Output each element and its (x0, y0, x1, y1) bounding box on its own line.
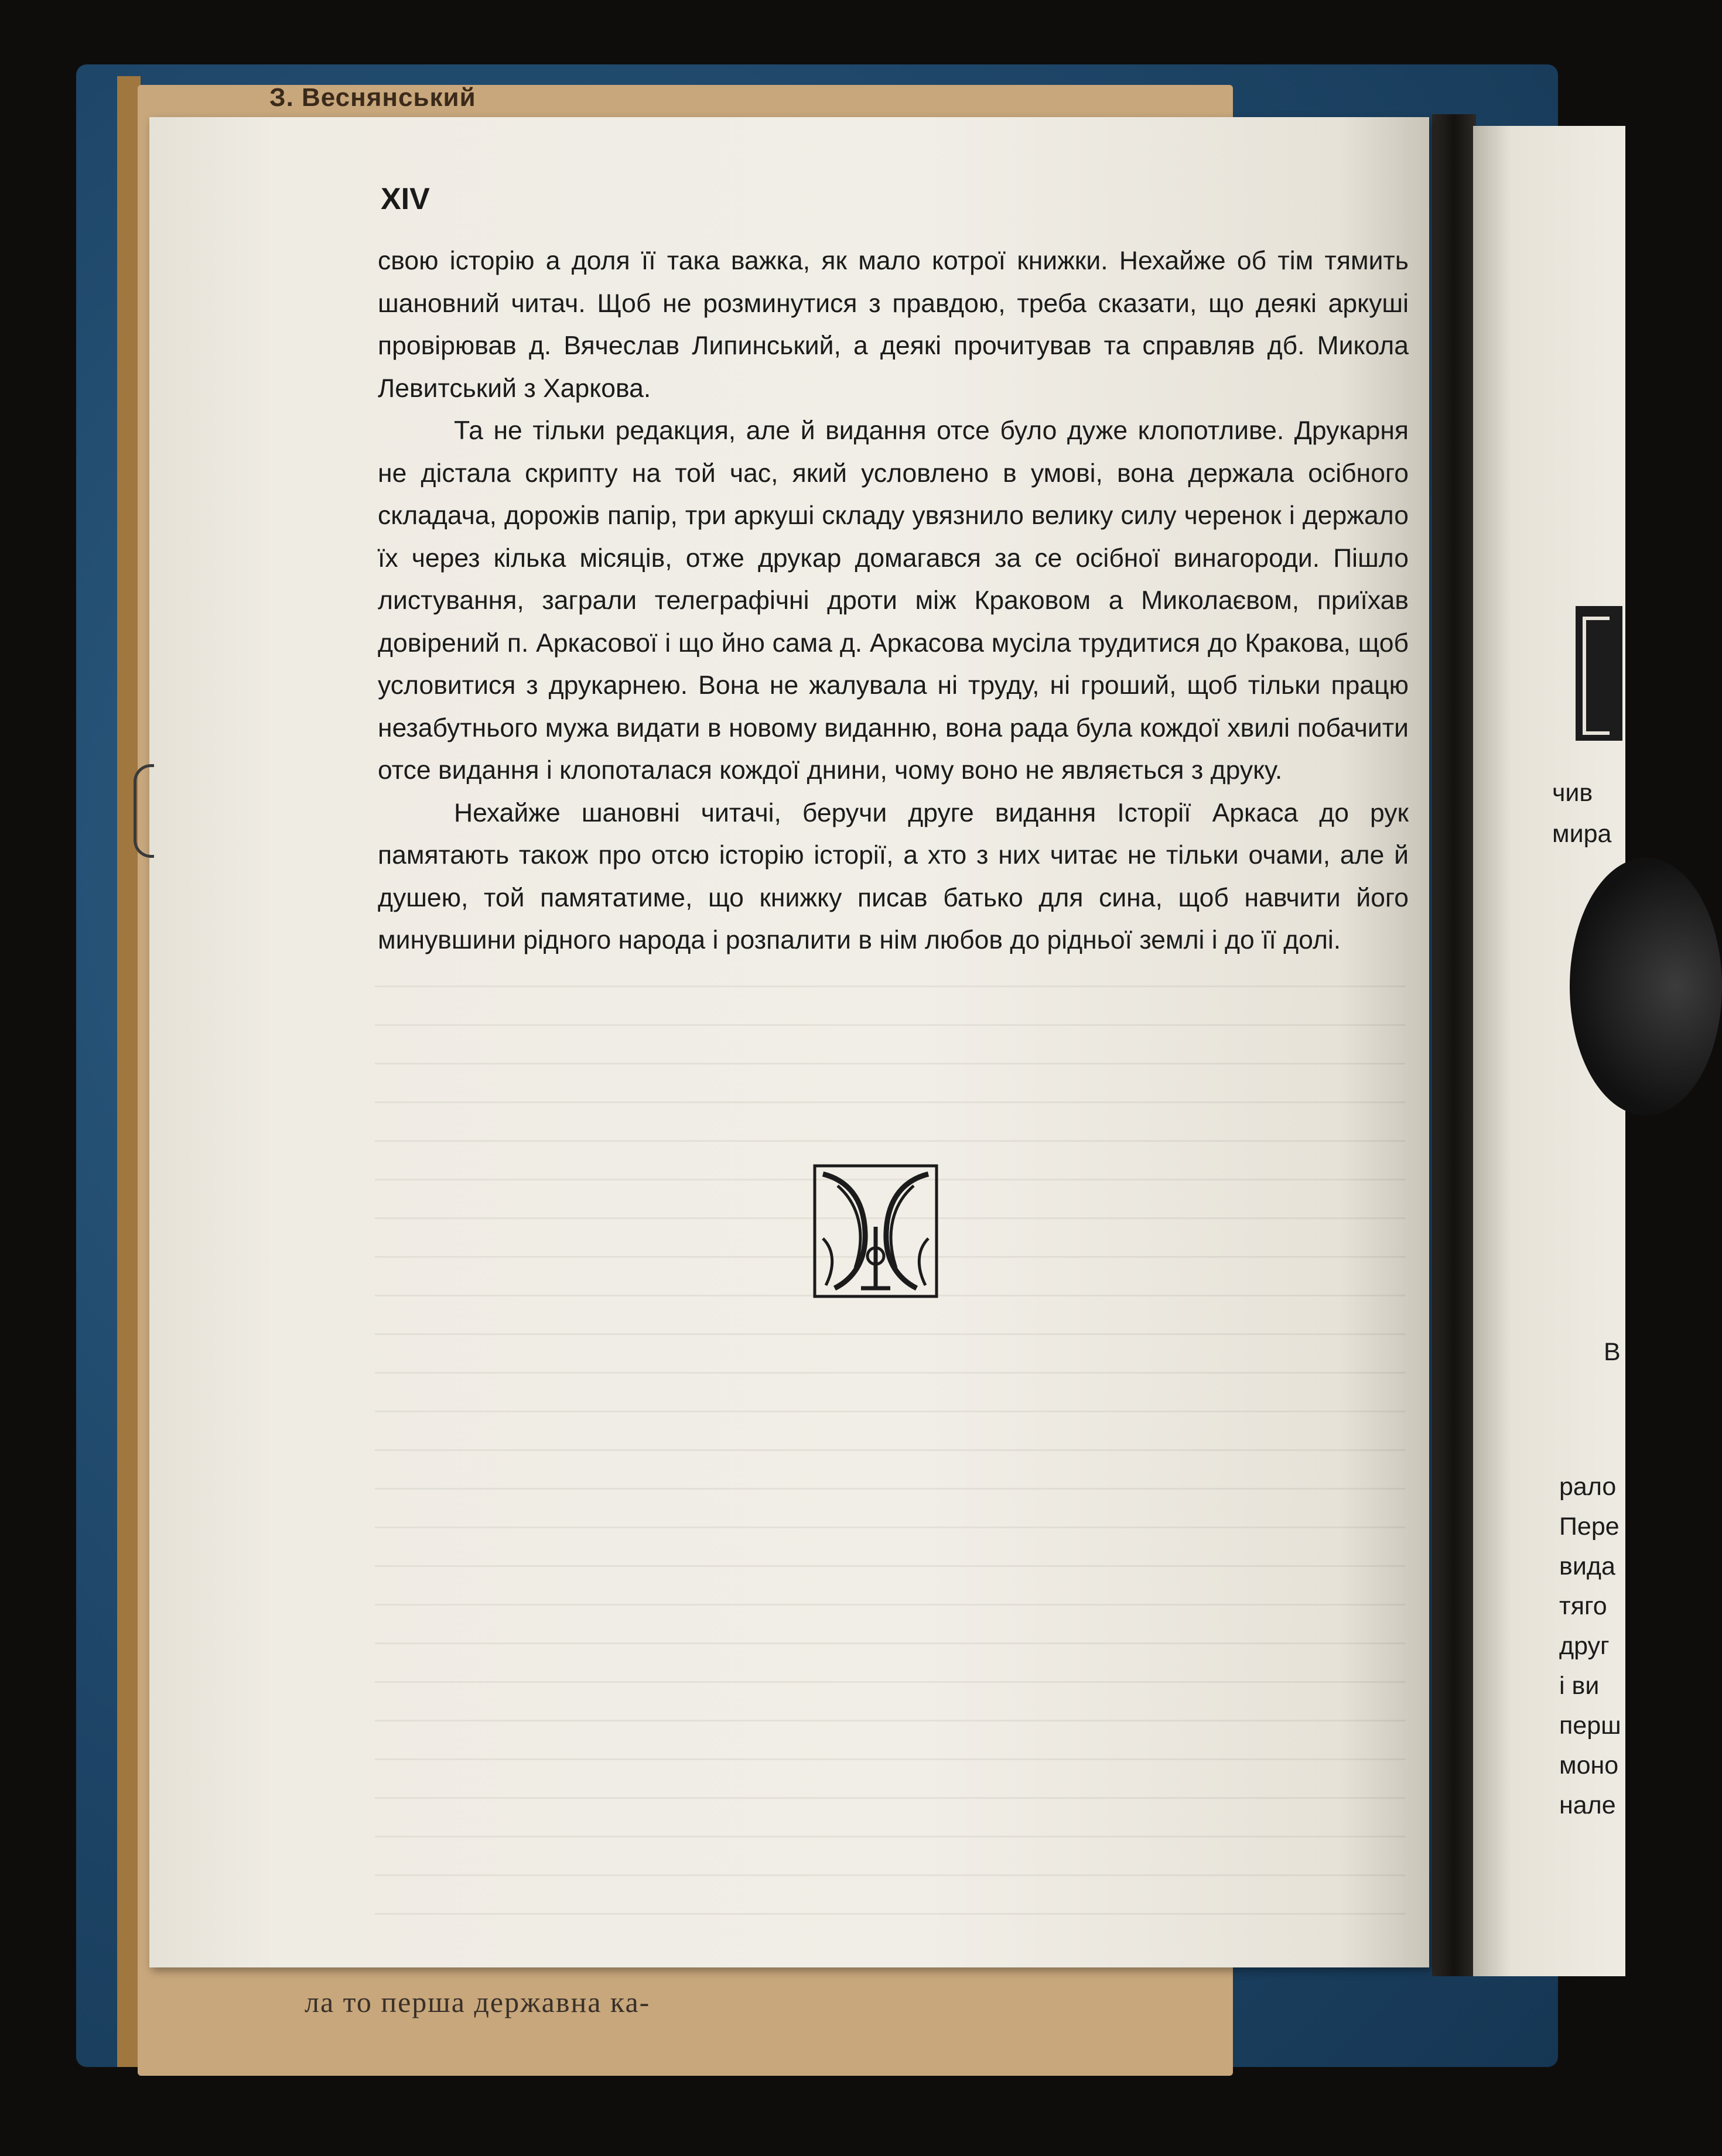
underlying-page-header: З. Веснянський (269, 83, 476, 112)
ornament-icon (811, 1162, 940, 1300)
right-page-line: рало (1559, 1473, 1617, 1501)
right-page-line: і ви (1559, 1672, 1600, 1700)
right-page-caption: В (1604, 1338, 1621, 1366)
right-page-line: друг (1559, 1632, 1610, 1660)
right-page-line: нале (1559, 1791, 1616, 1819)
paragraph-3: Нехайже шановні читачі, беручи друге видання Історії Аркаса до рук памятають також про отсю історію історії, а хто з них читає не тільки очами, але й душею, той памятатиме, що книжку писав батько для сина, щоб навчити його минувшини рідного народа і розпалити в нім любов до рідньої землі і до її долі. (378, 798, 1409, 954)
right-page-line: моно (1559, 1751, 1619, 1779)
right-page-line: тяго (1559, 1592, 1607, 1620)
right-page-line: перш (1559, 1712, 1621, 1740)
underlying-page-footer: ла то перша державна ка- (305, 1986, 651, 2018)
decorative-initial-icon (1576, 606, 1622, 741)
book-spine (1432, 114, 1476, 1976)
right-page-line: вида (1559, 1552, 1615, 1580)
right-page-line: Пере (1559, 1512, 1620, 1541)
right-page-line: мира (1552, 820, 1612, 848)
bleed-through-texture (375, 949, 1406, 1915)
paper-clip-icon (134, 764, 154, 858)
right-page-line: чив (1552, 779, 1593, 807)
portrait-illustration (1570, 858, 1722, 1115)
page-number: XIV (381, 182, 430, 216)
page-body (378, 240, 1409, 962)
paragraph-2: Та не тільки редакция, але й видання отсе було дуже клопотливе. Друкарня не дістала скрипту на той час, який условлено в умові, вона держала осібного складача, дорожів папір, три аркуші складу увязнило велику силу черенок і держало їх через кілька місяців, отже друкар домагався за се осібної винагороди. Пішло листування, заграли телеграфічні дроти між Краковом а Миколаєвом, приїхав довірений п. Аркасової і що йно сама д. Аркасова мусіла трудитися до Кракова, щоб условитися з друкарнею. Вона не жалувала ні труду, ні гроший, щоб тільки працю незабутнього мужа видати в новому виданню, вона рада була кождої хвилі побачити отсе видання і клопоталася кождої днини, чому воно не являється з друку. (378, 416, 1409, 785)
paragraph-1: свою історію а доля її така важка, як мало котрої книжки. Нехайже об тім тямить шановний читач. Щоб не розминутися з правдою, треба сказати, що деякі аркуші провірював д. Вячеслав Липинський, а деякі прочитував та справляв дб. Микола Левитський з Харкова. (378, 247, 1409, 403)
page-edge-strip (117, 76, 141, 2067)
